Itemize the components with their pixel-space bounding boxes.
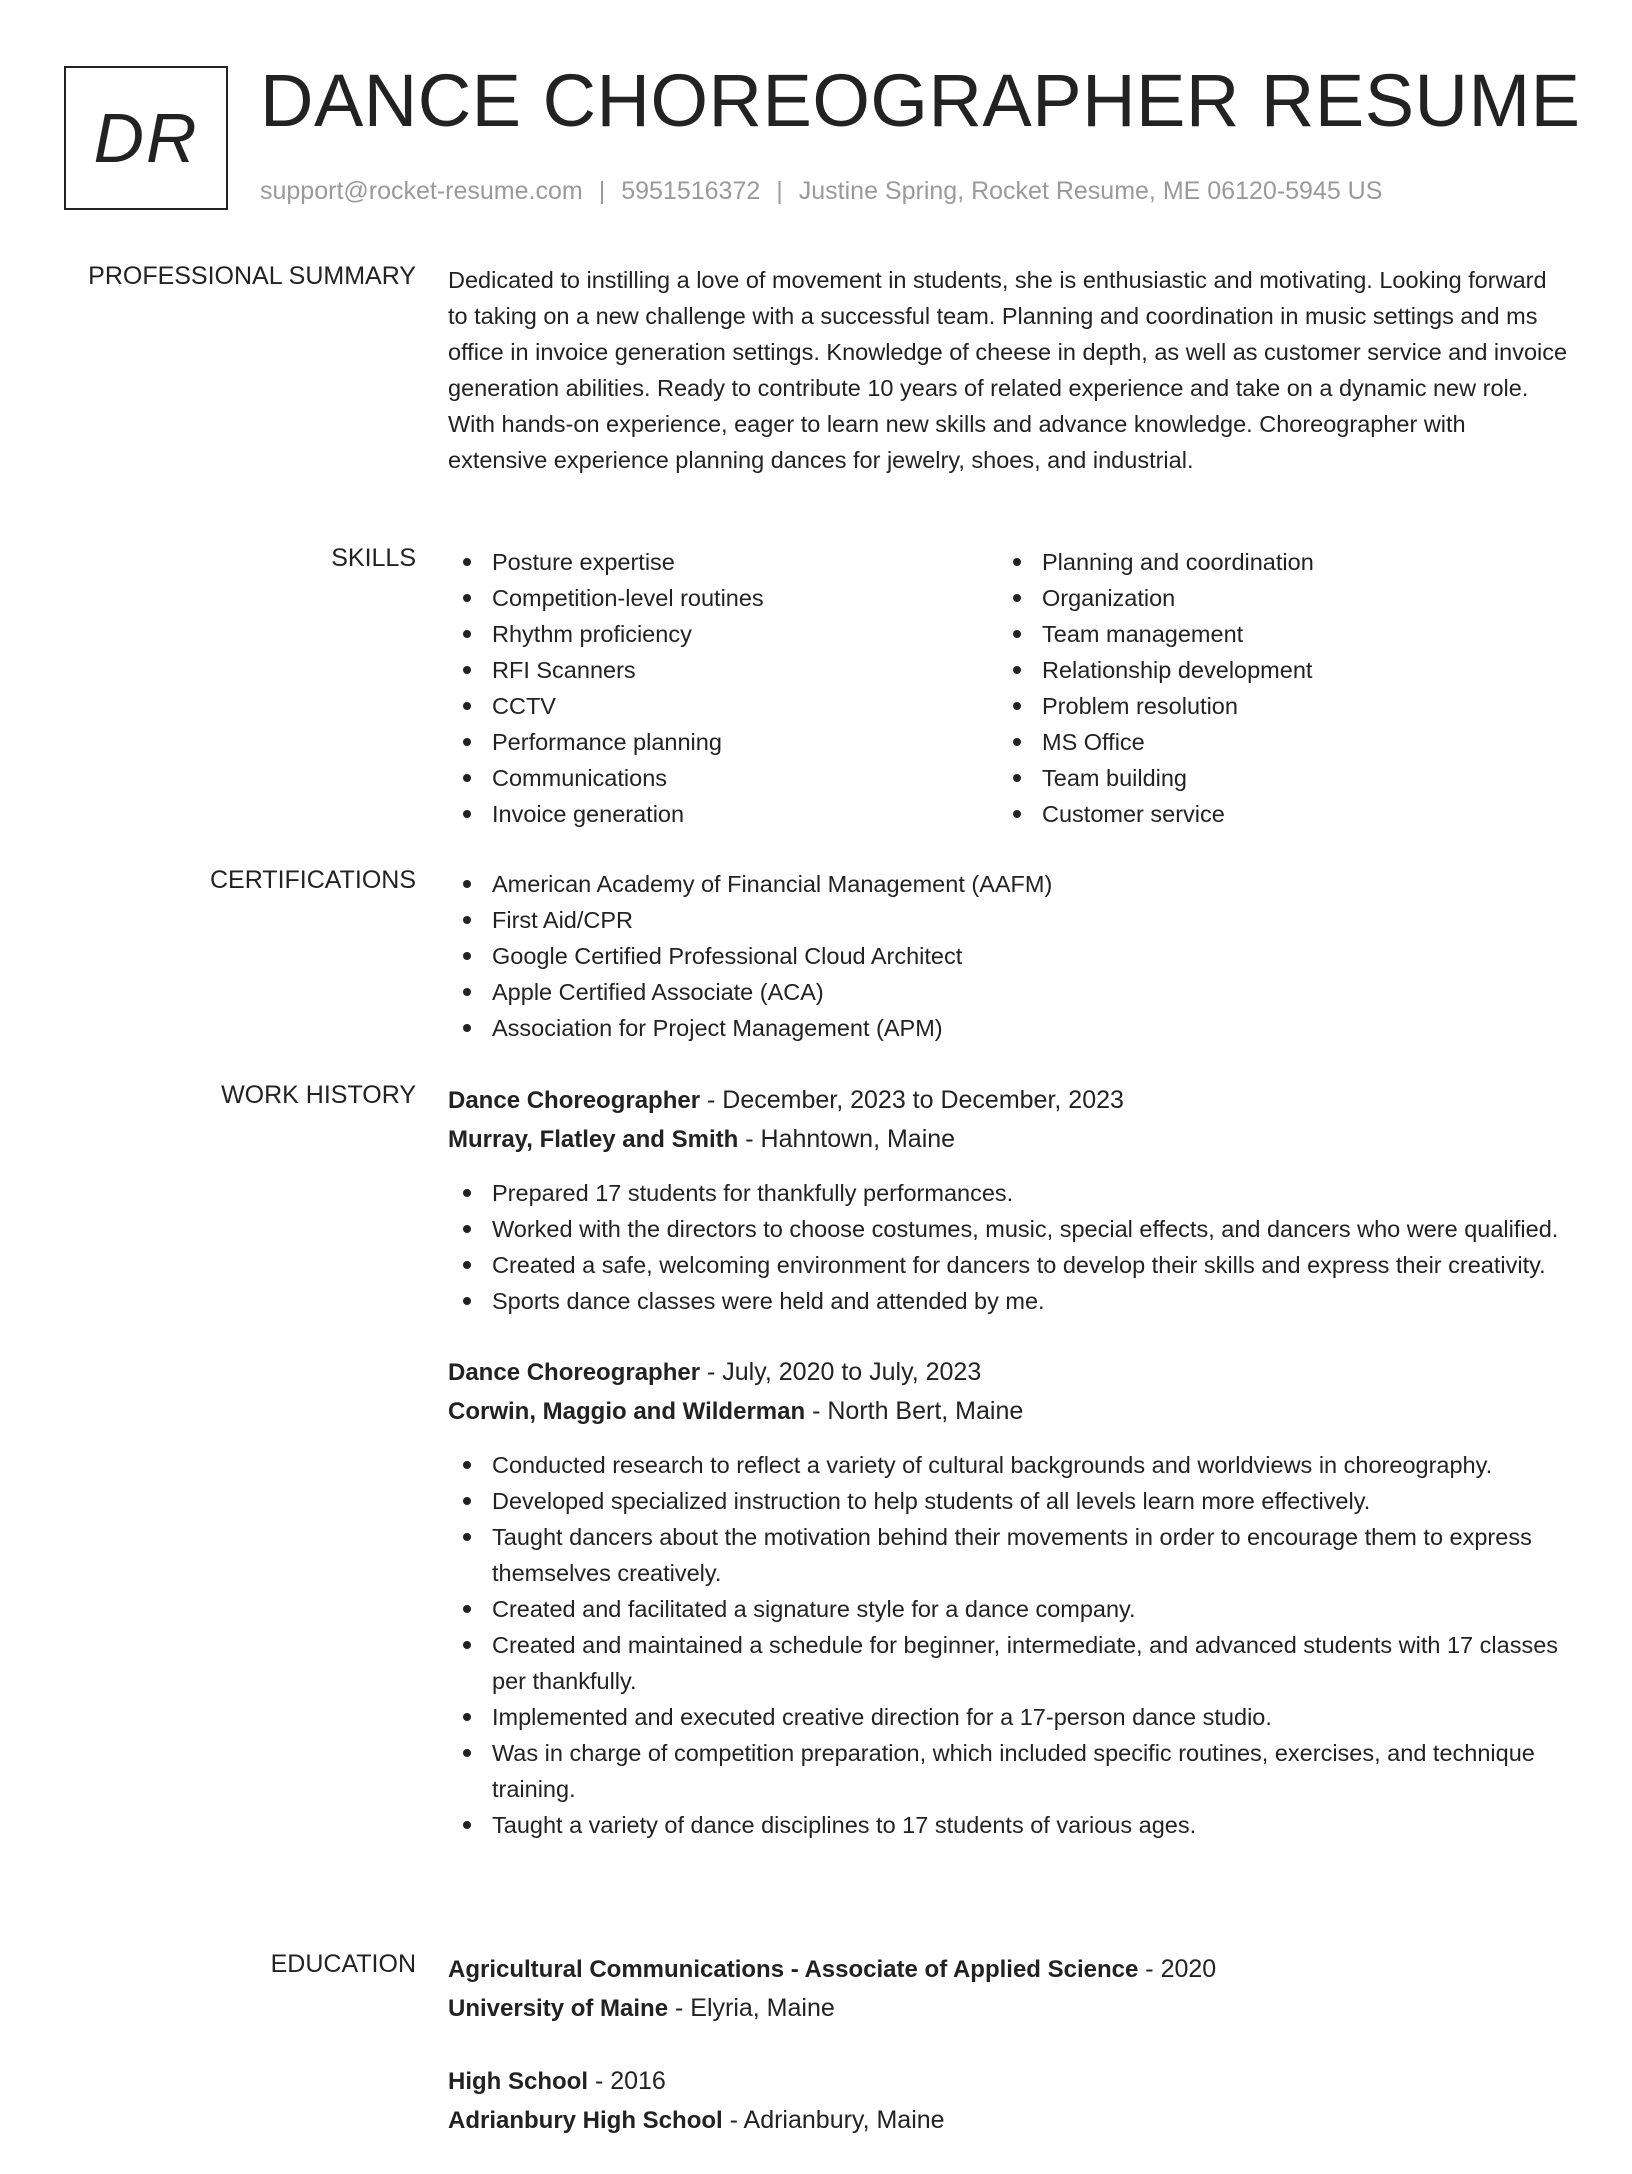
certification-item: First Aid/CPR [448,902,1568,938]
job-bullet: Was in charge of competition preparation, which included specific routines, exercises, and technique training. [448,1735,1568,1807]
job-bullet: Sports dance classes were held and attended by me. [448,1283,1568,1319]
education-degree: High School [448,2068,588,2095]
education-location: - Elyria, Maine [668,1994,835,2022]
job-bullet: Conducted research to reflect a variety of cultural backgrounds and worldviews in choreography. [448,1447,1568,1483]
contact-phone: 5951516372 [621,177,761,205]
skill-item: Relationship development [998,652,1548,688]
contact-email: support@rocket-resume.com [260,177,583,205]
job-title: Dance Choreographer [448,1087,701,1114]
monogram-initials: DR [93,99,199,177]
skill-item: Posture expertise [448,544,998,580]
education-body [448,1950,1568,2174]
skill-item: Competition-level routines [448,580,998,616]
education-school-line [448,2101,1568,2140]
education-degree: Agricultural Communications - Associate of Applied Science [448,1956,1139,1983]
job-title: Dance Choreographer [448,1359,701,1386]
skill-item: RFI Scanners [448,652,998,688]
education-school: Adrianbury High School [448,2107,723,2134]
job-entry [448,1081,1568,1319]
certifications-body [448,866,1568,1046]
job-company-line [448,1120,1568,1159]
job-dates: - July, 2020 to July, 2023 [700,1358,982,1386]
job-entry [448,1353,1568,1843]
job-bullet: Created and facilitated a signature style for a dance company. [448,1591,1568,1627]
contact-line [260,177,1382,206]
job-bullet: Implemented and executed creative direction for a 17-person dance studio. [448,1699,1568,1735]
skill-item: CCTV [448,688,998,724]
job-dates: - December, 2023 to December, 2023 [700,1086,1124,1114]
skill-item: Customer service [998,796,1548,832]
skills-label: SKILLS [331,544,416,572]
education-entry [448,1950,1568,2028]
work-label: WORK HISTORY [221,1081,416,1109]
skill-item: Problem resolution [998,688,1548,724]
certification-item: Association for Project Management (APM) [448,1010,1568,1046]
education-school-line [448,1989,1568,2028]
education-year: - 2020 [1138,1955,1217,1983]
skills-columns [448,544,1568,832]
skills-list-right [998,544,1548,832]
summary-label: PROFESSIONAL SUMMARY [88,262,416,290]
certification-item: American Academy of Financial Management (AAFM) [448,866,1568,902]
skill-item: Performance planning [448,724,998,760]
certifications-label: CERTIFICATIONS [209,866,416,894]
skill-item: Rhythm proficiency [448,616,998,652]
skill-item: Communications [448,760,998,796]
summary-text: Dedicated to instilling a love of movement in students, she is enthusiastic and motivating. Looking forward to taking on a new challenge with a successful team. Planning and coordination in music settings and ms office in invoice generation settings. Knowledge of cheese in depth, as well as customer service and invoice generation abilities. Ready to contribute 10 years of related experience and take on a dynamic new role. With hands-on experience, eager to learn new skills and advance knowledge. Choreographer with extensive experience planning dances for jewelry, shoes, and industrial. [448,267,1568,473]
job-title-line [448,1081,1568,1120]
job-company: Corwin, Maggio and Wilderman [448,1398,806,1425]
skill-item: MS Office [998,724,1548,760]
work-body [448,1081,1568,1877]
job-bullets [448,1447,1568,1843]
job-company: Murray, Flatley and Smith [448,1126,739,1153]
skill-item: Team building [998,760,1548,796]
education-location: - Adrianbury, Maine [722,2106,945,2134]
job-bullet: Taught a variety of dance disciplines to 17 students of various ages. [448,1807,1568,1843]
job-bullet: Created and maintained a schedule for beginner, intermediate, and advanced students with 17 classes per thankfully. [448,1627,1568,1699]
contact-separator: | [776,177,783,205]
skill-item: Team management [998,616,1548,652]
job-bullet: Created a safe, welcoming environment for dancers to develop their skills and express their creativity. [448,1247,1568,1283]
education-degree-line [448,2062,1568,2101]
job-bullet: Developed specialized instruction to help students of all levels learn more effectively. [448,1483,1568,1519]
skill-item: Planning and coordination [998,544,1548,580]
education-entry [448,2062,1568,2140]
education-label: EDUCATION [270,1950,416,1978]
education-school: University of Maine [448,1995,669,2022]
skill-item: Organization [998,580,1548,616]
job-company-line [448,1392,1568,1431]
certification-item: Apple Certified Associate (ACA) [448,974,1568,1010]
certifications-list [448,866,1568,1046]
skills-list-left [448,544,998,832]
education-degree-line [448,1950,1568,1989]
job-bullet: Prepared 17 students for thankfully performances. [448,1175,1568,1211]
job-location: - Hahntown, Maine [738,1125,956,1153]
education-year: - 2016 [588,2067,666,2095]
contact-address: Justine Spring, Rocket Resume, ME 06120-5945 US [798,177,1383,205]
skill-item: Invoice generation [448,796,998,832]
job-bullet: Worked with the directors to choose costumes, music, special effects, and dancers who were qualified. [448,1211,1568,1247]
monogram-box [64,66,228,210]
job-bullet: Taught dancers about the motivation behind their movements in order to encourage them to express themselves creatively. [448,1519,1568,1591]
job-title-line [448,1353,1568,1392]
job-bullets [448,1175,1568,1319]
job-location: - North Bert, Maine [805,1397,1024,1425]
contact-separator: | [598,177,606,205]
certification-item: Google Certified Professional Cloud Architect [448,938,1568,974]
page-title: DANCE CHOREOGRAPHER RESUME [260,59,1581,142]
